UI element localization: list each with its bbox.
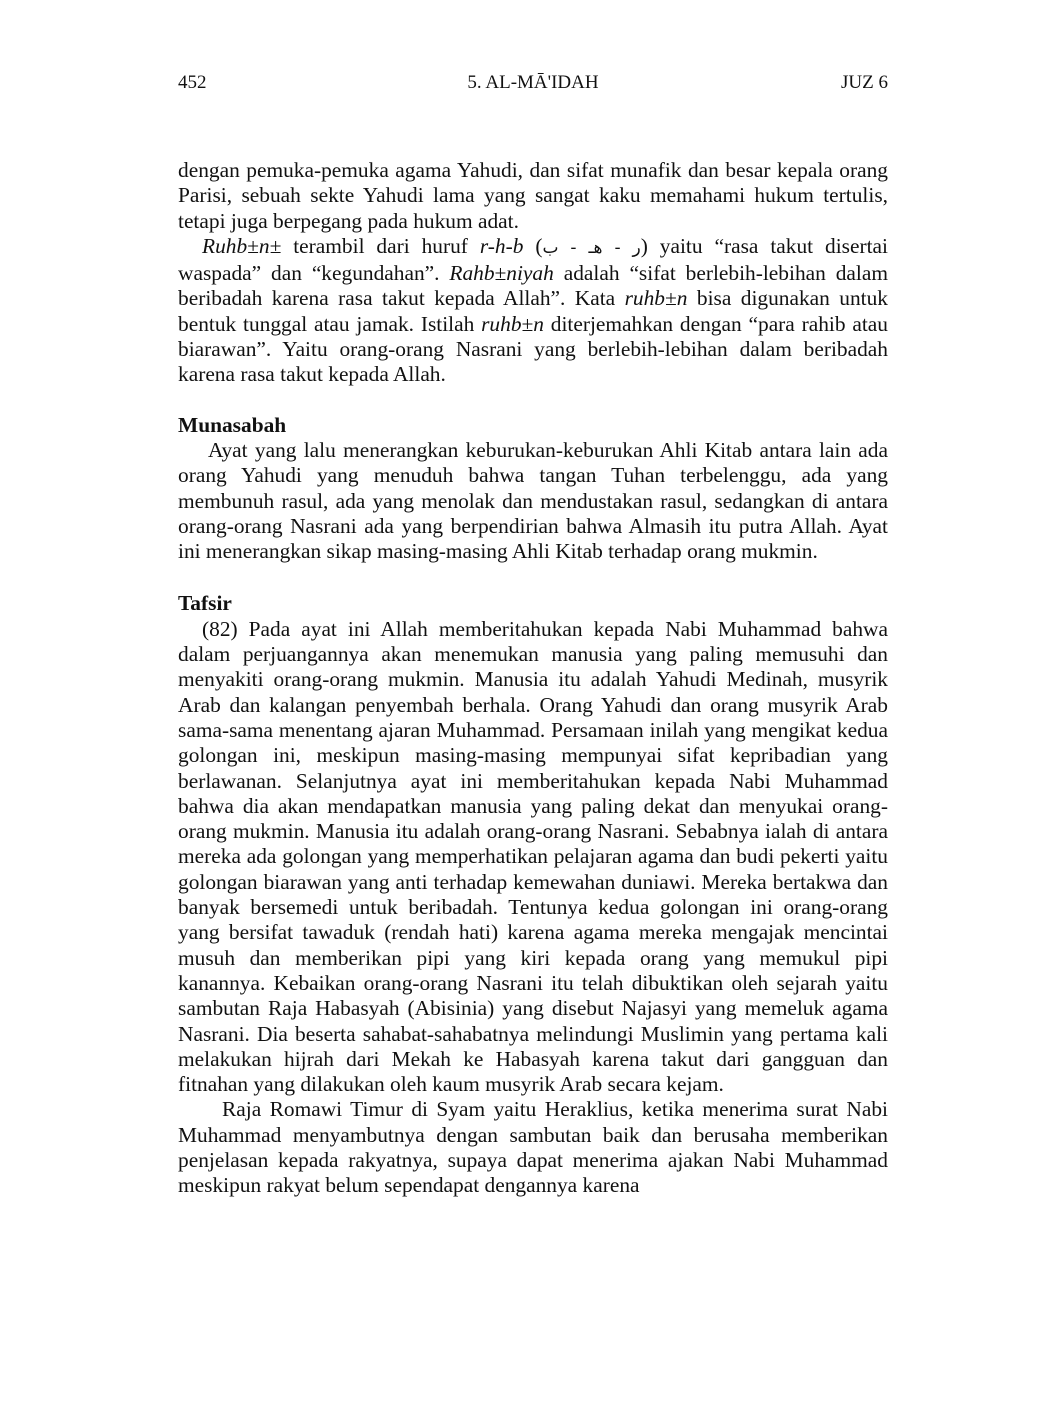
arabic-root: ر - هـ - ب [542,237,641,258]
chapter-title: 5. AL-MĀ'IDAH [467,72,599,93]
page-number: 452 [178,72,207,93]
term-ruhbana: Ruhb±n± [202,233,282,258]
page-body [178,158,888,1199]
term-ruhban: ruhb±n [624,286,688,311]
munasabah-paragraph: Ayat yang lalu menerangkan keburukan-keburukan Ahli Kitab antara lain ada orang Yahudi yang menuduh bahwa tangan Tuhan terbelenggu, ada yang membunuh rasul, ada yang menolak dan mendustakan rasul, sedangkan di antara orang-orang Nasrani ada yang berpendirian bahwa Almasih itu putra Allah. Ayat ini menerangkan sikap masing-masing Ahli Kitab terhadap orang mukmin. [178,437,888,564]
tafsir-paragraph-2: Raja Romawi Timur di Syam yaitu Heraklius, ketika menerima surat Nabi Muhammad menyambutnya dengan sambutan baik dan berusaha memberikan penjelasan kepada rakyatnya, supaya dapat menerima ajakan Nabi Muhammad meskipun rakyat belum sependapat dengannya karena [178,1097,888,1198]
tafsir-paragraph-1: (82) Pada ayat ini Allah memberitahukan kepada Nabi Muhammad bahwa dalam perjuangannya akan menemukan manusia yang paling memusuhi dan menyakiti orang-orang mukmin. Manusia itu adalah Yahudi Medinah, musyrik Arab dan kalangan penyembah berhala. Orang Yahudi dan orang musyrik Arab sama-sama menentang ajaran Muhammad. Persamaan inilah yang mengikat kedua golongan ini, meskipun masing-masing mempunyai sifat kepribadian yang berlawanan. Selanjutnya ayat ini memberitahukan kepada Nabi Muhammad bahwa dia akan mendapatkan manusia yang paling dekat dan menyukai orang-orang mukmin. Manusia itu adalah orang-orang Nasrani. Sebabnya ialah di antara mereka ada golongan yang memperhatikan pelajaran agama dan budi pekerti yaitu golongan biarawan yang anti terhadap kemewahan duniawi. Mereka bertakwa dan banyak bersemedi untuk beribadah. Tentunya kedua golongan ini orang-orang yang bersifat tawaduk (rendah hati) karena agama mereka mengajak mencintai musuh dan memberikan pipi yang kiri kepada orang yang memukul pipi kanannya. Kebaikan orang-orang Nasrani itu telah dibuktikan oleh sejarah yaitu sambutan Raja Habasyah (Abisinia) yang disebut Najasyi yang memeluk agama Nasrani. Dia beserta sahabat-sahabatnya melindungi Muslimin yang pertama kali melakukan hijrah dari Mekah ke Habasyah karena takut dari gangguan dan fitnahan yang dilakukan oleh kaum musyrik Arab secara kejam. [178,616,888,1097]
intro-paragraph-2: Ruhb±n± terambil dari huruf r-h-b (ر - هـ - ب) yaitu “rasa takut disertai waspada” dan “kegundahan”. Rahb±niyah adalah “sifat berlebih-lebihan dalam beribadah karena rasa takut kepada Allah”. Kata ruhb±n bisa digunakan untuk bentuk tunggal atau jamak. Istilah ruhb±n diterjemahkan dengan “para rahib atau biarawan”. Yaitu orang-orang Nasrani yang berlebih-lebihan dalam beribadah karena rasa takut kepada Allah. [178,233,888,387]
root-letters: r-h-b [479,233,524,258]
page-header [178,72,888,98]
juz-label: JUZ 6 [841,72,888,93]
intro-paragraph-1: dengan pemuka-pemuka agama Yahudi, dan sifat munafik dan besar kepala orang Parisi, sebuah sekte Yahudi lama yang sangat kaku memahami hukum tertulis, tetapi juga berpegang pada hukum adat. [178,158,888,233]
term-ruhban-2: ruhb±n [481,311,544,336]
term-rahbaniyah: Rahb±niyah [449,261,554,286]
munasabah-heading: Munasabah [178,412,287,437]
tafsir-heading: Tafsir [178,591,232,616]
